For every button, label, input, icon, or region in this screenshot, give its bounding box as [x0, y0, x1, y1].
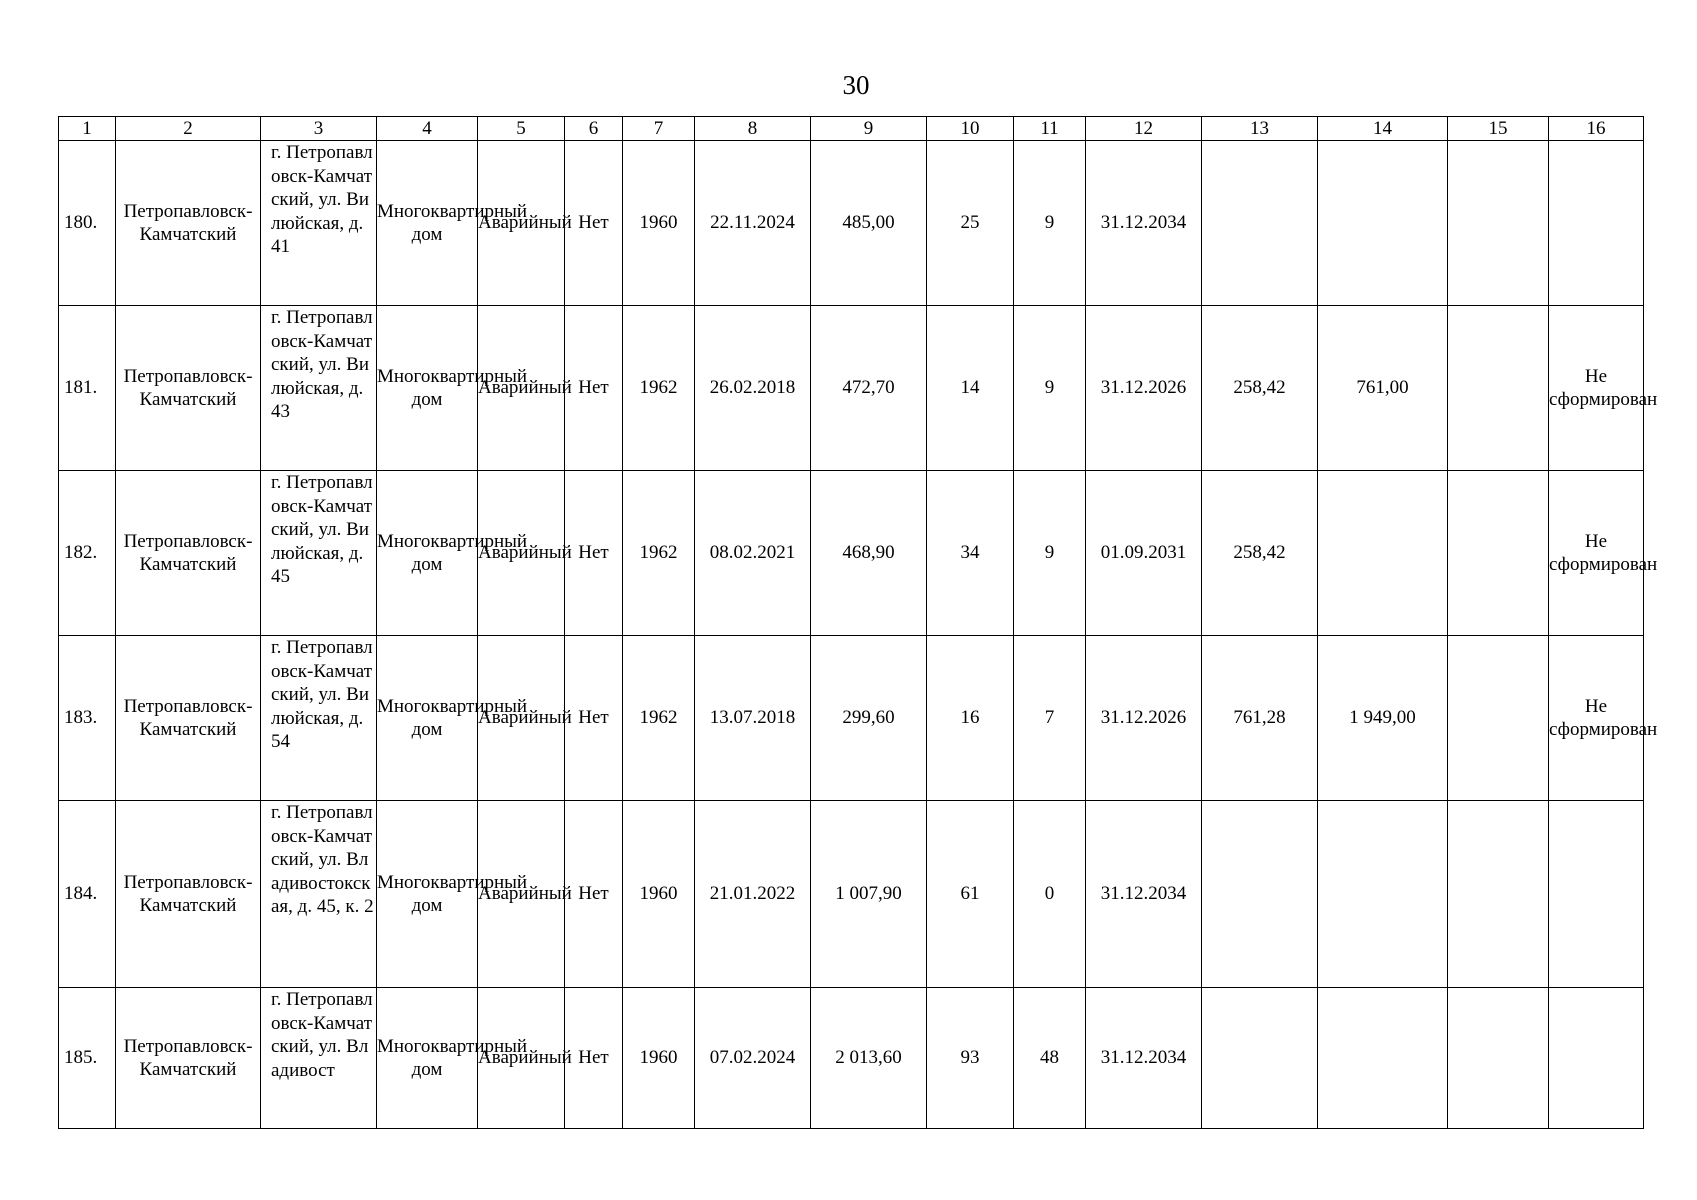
address-cell: г. Петропавловск-Камчатский, ул. Вилюйская, д. 43 — [261, 306, 377, 471]
type-cell: Многоквартирный дом — [377, 988, 478, 1129]
col10-cell: 25 — [927, 141, 1014, 306]
column-header: 2 — [116, 117, 261, 141]
col14-cell: 761,00 — [1318, 306, 1448, 471]
table-row — [59, 141, 1644, 306]
col10-cell: 16 — [927, 636, 1014, 801]
col13-cell — [1202, 141, 1318, 306]
type-cell: Многоквартирный дом — [377, 801, 478, 988]
city-cell: Петропавловск-Камчатский — [116, 988, 261, 1129]
year-cell: 1960 — [623, 801, 695, 988]
col6-cell: Нет — [565, 636, 623, 801]
table-row — [59, 471, 1644, 636]
col15-cell — [1448, 471, 1549, 636]
page-number: 30 — [842, 70, 870, 100]
address-cell: г. Петропавловск-Камчатский, ул. Владивостокская, д. 45, к. 2 — [261, 801, 377, 988]
status-cell: Аварийный — [478, 801, 565, 988]
row-number: 181. — [59, 306, 116, 471]
table-row — [59, 801, 1644, 988]
col15-cell — [1448, 141, 1549, 306]
deadline-cell: 01.09.2031 — [1086, 471, 1202, 636]
col16-cell: Не сформирован — [1549, 636, 1644, 801]
column-header: 4 — [377, 117, 478, 141]
table-row — [59, 306, 1644, 471]
year-cell: 1962 — [623, 636, 695, 801]
table-row — [59, 636, 1644, 801]
column-header: 10 — [927, 117, 1014, 141]
col11-cell: 9 — [1014, 306, 1086, 471]
deadline-cell: 31.12.2026 — [1086, 306, 1202, 471]
type-cell: Многоквартирный дом — [377, 636, 478, 801]
city-cell: Петропавловск-Камчатский — [116, 306, 261, 471]
type-cell: Многоквартирный дом — [377, 141, 478, 306]
col16-cell: Не сформирован — [1549, 306, 1644, 471]
column-header: 14 — [1318, 117, 1448, 141]
city-cell: Петропавловск-Камчатский — [116, 636, 261, 801]
type-cell: Многоквартирный дом — [377, 471, 478, 636]
city-cell: Петропавловск-Камчатский — [116, 801, 261, 988]
deadline-cell: 31.12.2034 — [1086, 801, 1202, 988]
area-cell: 299,60 — [811, 636, 927, 801]
col13-cell: 258,42 — [1202, 471, 1318, 636]
year-cell: 1962 — [623, 306, 695, 471]
col16-cell — [1549, 141, 1644, 306]
row-number: 185. — [59, 988, 116, 1129]
col14-cell: 1 949,00 — [1318, 636, 1448, 801]
col13-cell — [1202, 988, 1318, 1129]
table-row — [59, 988, 1644, 1129]
row-number: 184. — [59, 801, 116, 988]
area-cell: 1 007,90 — [811, 801, 927, 988]
col13-cell: 761,28 — [1202, 636, 1318, 801]
col14-cell — [1318, 988, 1448, 1129]
row-number: 180. — [59, 141, 116, 306]
column-header: 3 — [261, 117, 377, 141]
col15-cell — [1448, 306, 1549, 471]
col15-cell — [1448, 988, 1549, 1129]
col10-cell: 34 — [927, 471, 1014, 636]
col11-cell: 9 — [1014, 141, 1086, 306]
status-cell: Аварийный — [478, 471, 565, 636]
area-cell: 485,00 — [811, 141, 927, 306]
year-cell: 1962 — [623, 471, 695, 636]
column-header: 11 — [1014, 117, 1086, 141]
date-cell: 08.02.2021 — [695, 471, 811, 636]
deadline-cell: 31.12.2034 — [1086, 141, 1202, 306]
col10-cell: 14 — [927, 306, 1014, 471]
col14-cell — [1318, 141, 1448, 306]
column-header: 6 — [565, 117, 623, 141]
col15-cell — [1448, 636, 1549, 801]
col16-cell — [1549, 801, 1644, 988]
city-cell: Петропавловск-Камчатский — [116, 141, 261, 306]
col11-cell: 48 — [1014, 988, 1086, 1129]
column-header: 7 — [623, 117, 695, 141]
status-cell: Аварийный — [478, 988, 565, 1129]
column-header: 9 — [811, 117, 927, 141]
date-cell: 22.11.2024 — [695, 141, 811, 306]
address-cell: г. Петропавловск-Камчатский, ул. Вилюйская, д. 41 — [261, 141, 377, 306]
year-cell: 1960 — [623, 988, 695, 1129]
address-cell: г. Петропавловск-Камчатский, ул. Владивост — [261, 988, 377, 1129]
header-row — [59, 117, 1644, 141]
status-cell: Аварийный — [478, 141, 565, 306]
col6-cell: Нет — [565, 988, 623, 1129]
date-cell: 13.07.2018 — [695, 636, 811, 801]
col10-cell: 61 — [927, 801, 1014, 988]
column-header: 8 — [695, 117, 811, 141]
col6-cell: Нет — [565, 471, 623, 636]
col11-cell: 9 — [1014, 471, 1086, 636]
col14-cell — [1318, 471, 1448, 636]
column-header: 16 — [1549, 117, 1644, 141]
year-cell: 1960 — [623, 141, 695, 306]
status-cell: Аварийный — [478, 636, 565, 801]
column-header: 12 — [1086, 117, 1202, 141]
date-cell: 26.02.2018 — [695, 306, 811, 471]
deadline-cell: 31.12.2026 — [1086, 636, 1202, 801]
col13-cell: 258,42 — [1202, 306, 1318, 471]
address-cell: г. Петропавловск-Камчатский, ул. Вилюйская, д. 54 — [261, 636, 377, 801]
housing-table — [58, 116, 1658, 1129]
row-number: 183. — [59, 636, 116, 801]
deadline-cell: 31.12.2034 — [1086, 988, 1202, 1129]
col14-cell — [1318, 801, 1448, 988]
col11-cell: 0 — [1014, 801, 1086, 988]
status-cell: Аварийный — [478, 306, 565, 471]
col15-cell — [1448, 801, 1549, 988]
city-cell: Петропавловск-Камчатский — [116, 471, 261, 636]
col10-cell: 93 — [927, 988, 1014, 1129]
column-header: 15 — [1448, 117, 1549, 141]
area-cell: 468,90 — [811, 471, 927, 636]
type-cell: Многоквартирный дом — [377, 306, 478, 471]
col16-cell — [1549, 988, 1644, 1129]
col11-cell: 7 — [1014, 636, 1086, 801]
column-header: 1 — [59, 117, 116, 141]
col6-cell: Нет — [565, 141, 623, 306]
row-number: 182. — [59, 471, 116, 636]
col13-cell — [1202, 801, 1318, 988]
date-cell: 07.02.2024 — [695, 988, 811, 1129]
area-cell: 2 013,60 — [811, 988, 927, 1129]
area-cell: 472,70 — [811, 306, 927, 471]
col16-cell: Не сформирован — [1549, 471, 1644, 636]
address-cell: г. Петропавловск-Камчатский, ул. Вилюйская, д. 45 — [261, 471, 377, 636]
column-header: 13 — [1202, 117, 1318, 141]
col6-cell: Нет — [565, 801, 623, 988]
column-header: 5 — [478, 117, 565, 141]
date-cell: 21.01.2022 — [695, 801, 811, 988]
col6-cell: Нет — [565, 306, 623, 471]
